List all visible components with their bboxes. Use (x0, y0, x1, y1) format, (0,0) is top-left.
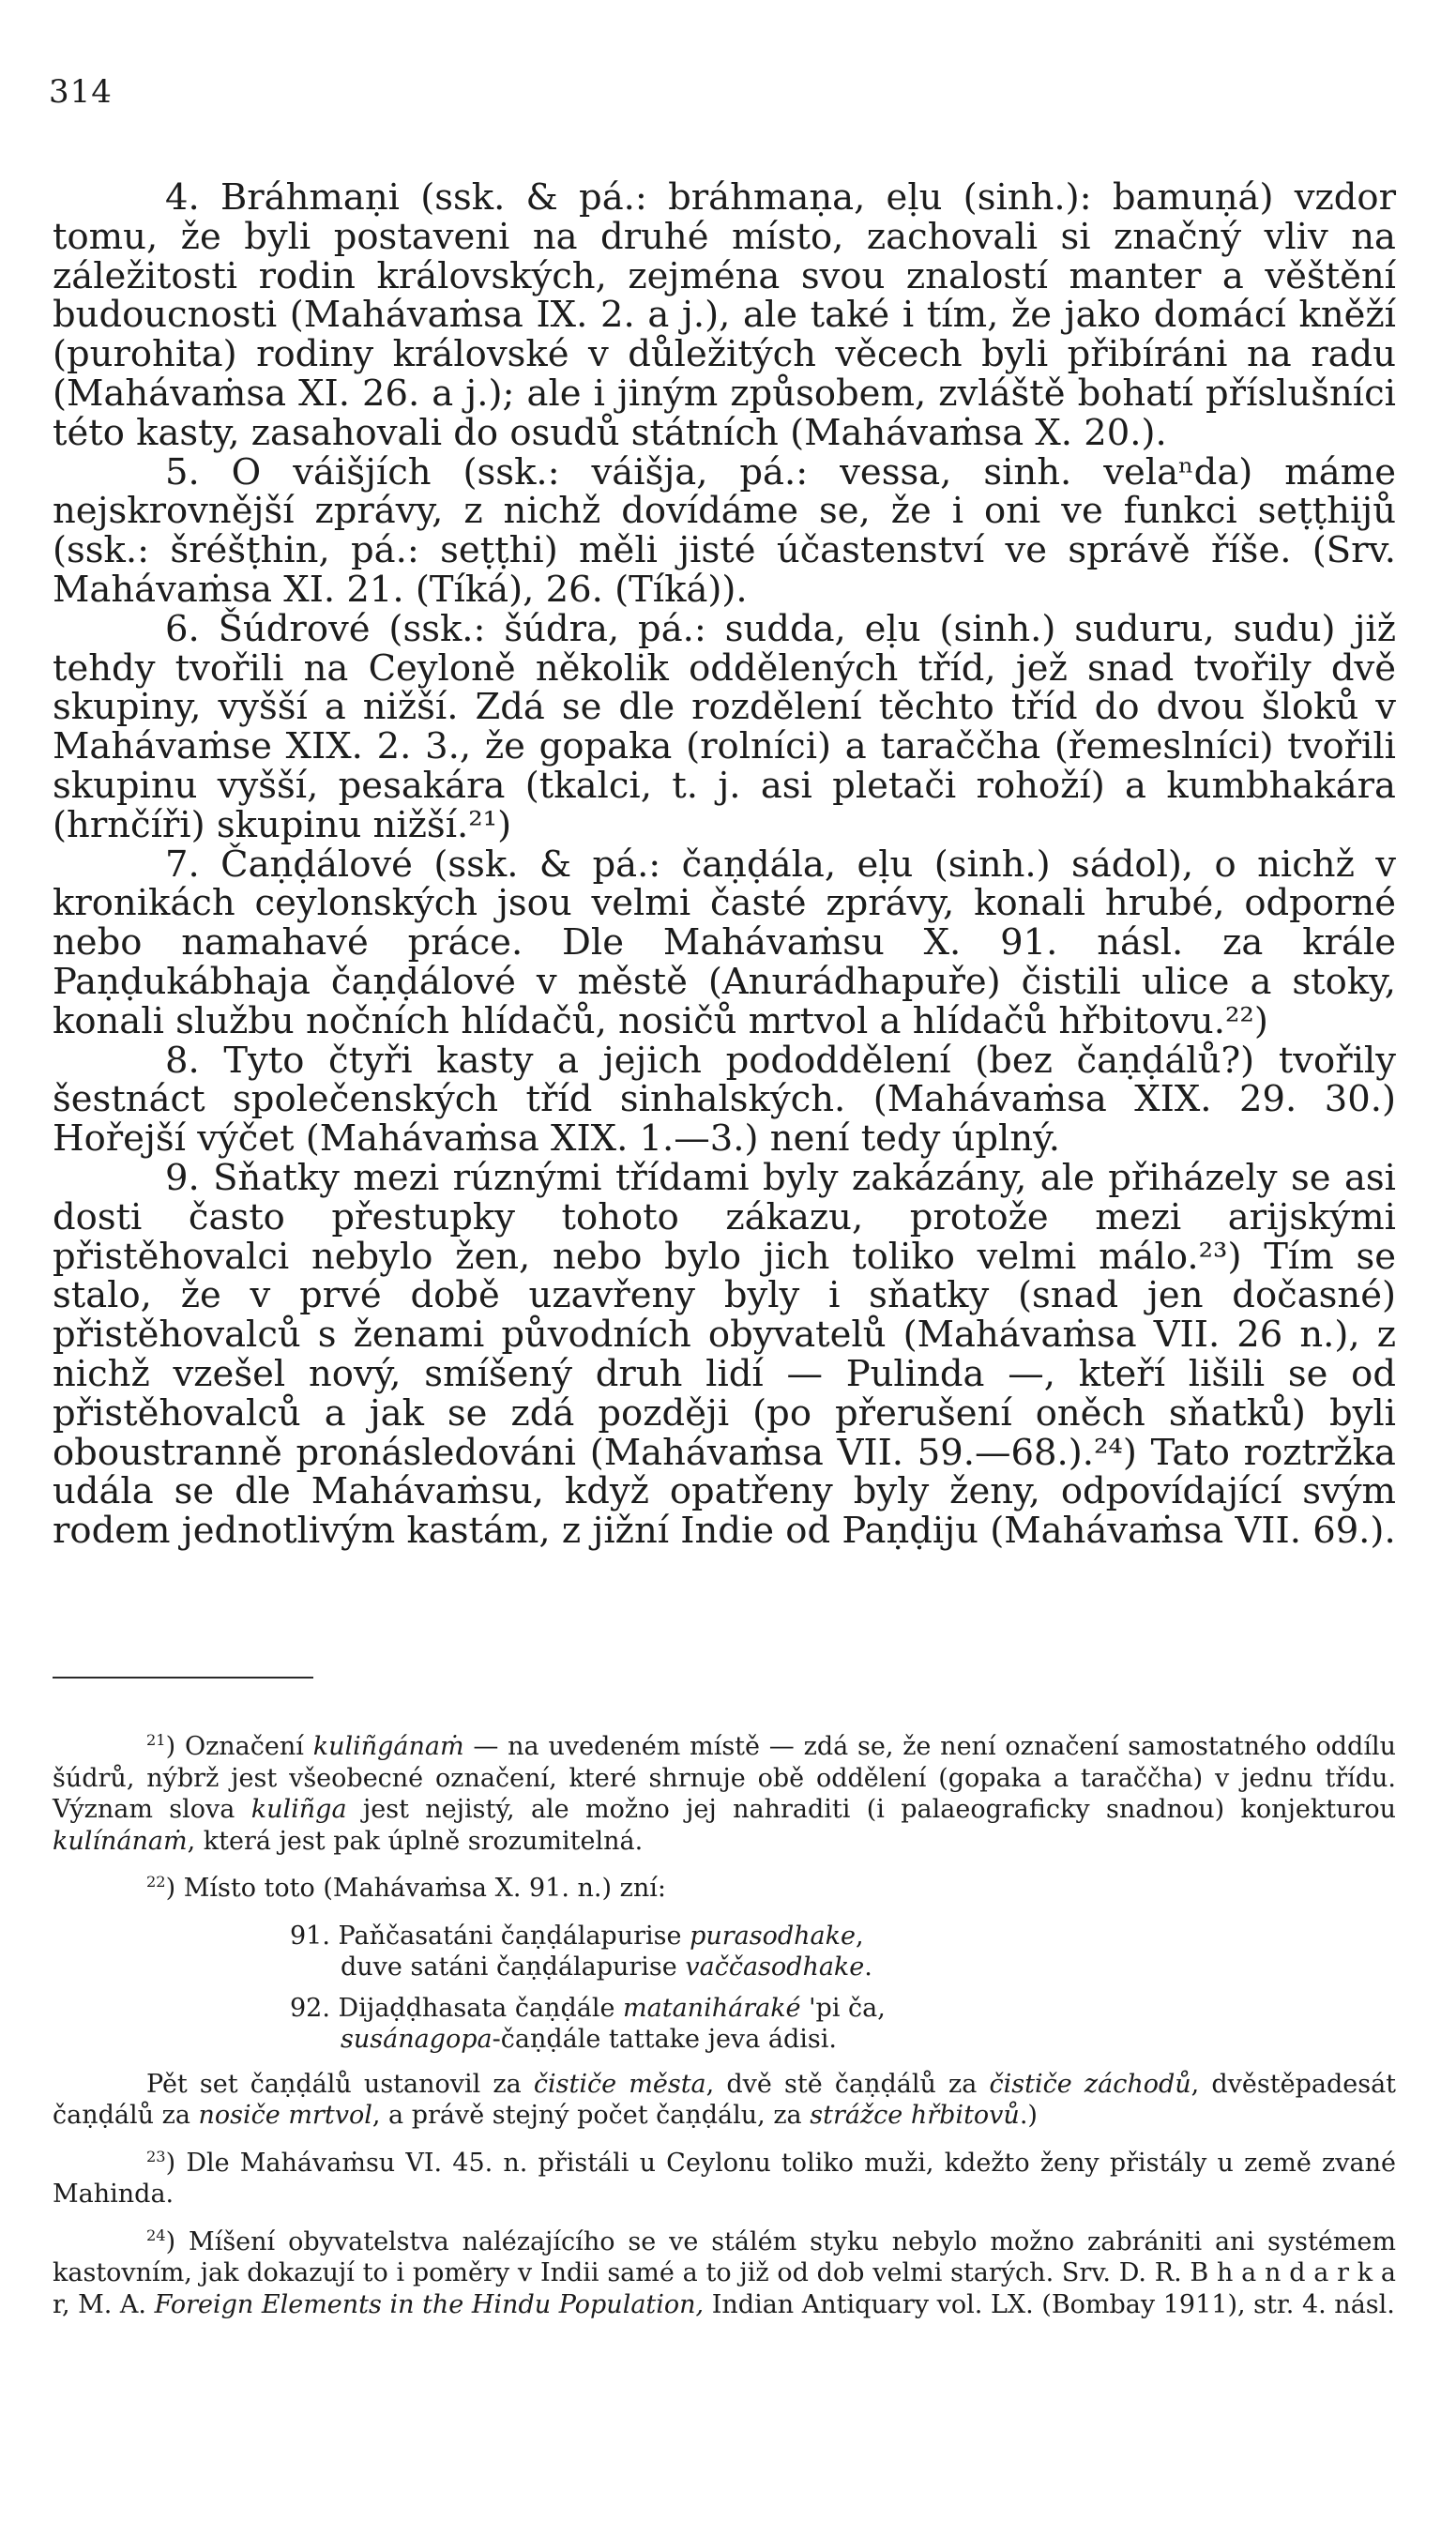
paragraph-sudrove: 6. Šúdrové (ssk.: šúdra, pá.: sudda, eḷu (sinh.) suduru, sudu) již tehdy tvořili na Ceyloně několik oddělených tříd, jež snad tvořily dvě skupiny, vyšší a nižší. Zdá se dle rozdělení těchto tříd do dvou šloků v Mahávaṁse XIX. 2. 3., že gopaka (rolníci) a taraččha (řemeslníci) tvořili skupinu vyšší, pesakára (tkalci, t. j. asi pletači rohoží) a kumbhakára (hrnčíři) skupinu nižší.²¹) (53, 607, 1396, 846)
footnote-text: , která jest pak úplně srozumitelná. (187, 1826, 644, 1856)
verse-91 (53, 1921, 1396, 1983)
translation-text: , dvě stě čaṇḍálů za (705, 2069, 990, 2099)
footnote-text: Místo toto (Mahávaṁsa X. 91. n.) zní: (183, 1874, 666, 1903)
footnote-text: — na uvedeném místě — zdá se, že není označení samostatného oddílu šúdrů, nýbrž jest všeobecné označení, které shrnuje obě oddělení (gopaka a taraččha) v jednu třídu. Význam slova (53, 1732, 1396, 1824)
translation-text: , dvěstěpadesát čaṇḍálů za (53, 2069, 1397, 2130)
translation-term: strážce hřbitovů (810, 2101, 1020, 2130)
verse-line (290, 1921, 1396, 1952)
footnote-23: $^{23}$) Dle Mahávaṁsu VI. 45. n. přistáli u Ceylonu toliko muži, kdežto ženy přistály u země zvané Mahinda. (53, 2147, 1396, 2209)
footnote-text: jest nejistý, ale možno jej nahraditi (i palaeograficky snadnou) konjekturou (346, 1795, 1397, 1824)
translation-text: Pět set čaṇḍálů ustanovil za (146, 2069, 534, 2099)
footnote-term: kuliñgánaṁ (312, 1732, 464, 1761)
verse-term: vaččasodhake (685, 1952, 865, 1982)
verse-number: 91. (290, 1921, 330, 1951)
footnote-text: Indian Antiquary vol. LX. (Bombay 1911), str. 4. násl. (704, 2289, 1395, 2319)
paragraph-brahmani: 4. Bráhmaṇi (ssk. & pá.: bráhmaṇa, eḷu (sinh.): bamuṇá) vzdor tomu, že byli postaveni na druhé místo, zachovali si značný vliv na záležitosti rodin královských, zejména svou znalostí manter a věštění budoucnosti (Mahávaṁsa IX. 2. a j.), ale také i tím, že jako domácí kněží (purohita) rodiny královské v důležitých věcech byli přibíráni na radu (Mahávaṁsa XI. 26. a j.); ale i jiným způsobem, zvláště bohatí příslušníci této kasty, zasahovali do osudů státních (Mahávaṁsa X. 20.). (53, 176, 1396, 454)
footnote-title: Foreign Elements in the Hindu Population, (154, 2289, 705, 2319)
translation-term: čističe záchodů (989, 2069, 1191, 2099)
footnote-mark: 22 (146, 1873, 166, 1891)
verse-number: 92. (290, 1993, 330, 2023)
footnote-mark: 24 (146, 2226, 166, 2244)
verse-text: . (864, 1952, 872, 1982)
footnote-text: Míšení obyvatelstva nalézajícího se ve stálém styku nebylo možno zabrániti ani systémem kastovním, jak dokazují to i poměry v Indii samé a to již od dob velmi starých. Srv. D. R. B h a n d a r k a r, M. A. (53, 2226, 1396, 2319)
footnote-21: $^{21}$) Označení kuliñgánaṁ — na uvedeném místě — zdá se, že není označení samostatného oddílu šúdrů, nýbrž jest všeobecné označení, které shrnuje obě oddělení (gopaka a taraččha) v jednu třídu. Význam slova kuliñga jest nejistý, ale možno jej nahraditi (i palaeograficky snadnou) konjekturou kulínánaṁ, která jest pak úplně srozumitelná. (53, 1731, 1397, 1856)
verse-term: mataniháraké (623, 1993, 801, 2023)
verse-text: 'pi ča, (800, 1993, 886, 2023)
translation-term: nosiče mrtvol (198, 2101, 372, 2130)
paragraph-snatky: 9. Sňatky mezi rúznými třídami byly zakázány, ale přiházely se asi dosti často přestupky tohoto zákazu, protože mezi arijskými přistěhovalci nebylo žen, nebo bylo jich toliko velmi málo.²³) Tím se stalo, že v prvé době uzavřeny byly i sňatky (snad jen dočasné) přistěhovalců s ženami původních obyvatelů (Mahávaṁsa VII. 26 n.), z nichž vzešel nový, smíšený druh lidí — Pulinda —, kteří lišili se od přistěhovalců a jak se zdá později (po přerušení oněch sňatků) byli oboustranně pronásledováni (Mahávaṁsa VII. 59.—68.).²⁴) Tato roztržka udála se dle Mahávaṁsu, když opatřeny byly ženy, odpovídající svým rodem jednotlivým kastám, z jižní Indie od Paṇḍiju (Mahávaṁsa VII. 69.). (53, 1156, 1396, 1553)
footnotes (53, 1731, 1396, 2336)
verse-92 (53, 1993, 1396, 2056)
paragraph-candalove: 7. Čaṇḍálové (ssk. & pá.: čaṇḍála, eḷu (sinh.) sádol), o nichž v kronikách ceylonských jsou velmi časté zprávy, konali hrubé, odporné nebo namahavé práce. Dle Mahávaṁsu X. 91. násl. za krále Paṇḍukábhaja čaṇḍálové v městě (Anurádhapuře) čistili ulice a stoky, konali službu nočních hlídačů, nosičů mrtvol a hlídačů hřbitovu.²²) (53, 843, 1396, 1042)
verse-text: Paňčasatáni čaṇḍálapurise (338, 1921, 690, 1951)
footnote-separator (53, 1677, 313, 1679)
footnote-mark: 21 (146, 1731, 166, 1749)
footnote-22: $^{22}$) Místo toto (Mahávaṁsa X. 91. n.) zní: (146, 1873, 666, 1903)
footnote-text: Dle Mahávaṁsu VI. 45. n. přistáli u Ceylonu toliko muži, kdežto ženy přistály u země zvané Mahinda. (53, 2148, 1396, 2209)
page-number: 314 (49, 73, 113, 111)
verse-line (290, 1993, 1396, 2025)
footnote-24: $^{24}$) Míšení obyvatelstva nalézajícího se ve stálém styku nebylo možno zabrániti ani systémem kastovním, jak dokazují to i poměry v Indii samé a to již od dob velmi starých. Srv. D. R. B h a n d a r k a r, M. A. Foreign Elements in the Hindu Population, Indian Antiquary vol. LX. (Bombay 1911), str. 4. násl. (53, 2226, 1396, 2319)
footnote-term: kuliñga (250, 1795, 347, 1824)
verse-line (290, 1952, 1396, 1983)
footnote-term: kulínánaṁ (53, 1826, 188, 1856)
main-text (53, 178, 1396, 1551)
verse-term: susánagopa (341, 2025, 493, 2054)
footnote-text: Označení (184, 1732, 313, 1761)
verse-term: purasodhake (690, 1921, 856, 1951)
footnote-mark: 23 (146, 2147, 166, 2165)
verse-text: -čaṇḍále tattake jeva ádisi. (492, 2025, 837, 2054)
verse-line (290, 2024, 1396, 2056)
translation-text: , a právě stejný počet čaṇḍálu, za (372, 2101, 811, 2130)
paragraph-vaisjove: 5. O váišjích (ssk.: váišja, pá.: vessa, sinh. velaⁿda) máme nejskrovnější zprávy, z nichž dovídáme se, že i oni ve funkci seṭṭhijů (ssk.: šréšṭhin, pá.: seṭṭhi) měli jisté účastenství ve správě říše. (Srv. Mahávaṁsa XI. 21. (Tíká), 26. (Tíká)). (53, 450, 1396, 611)
verse-text: , (855, 1921, 864, 1951)
footnote-22-translation (53, 2069, 1396, 2132)
translation-text: .) (1019, 2101, 1038, 2130)
paragraph-kasty: 8. Tyto čtyři kasty a jejich pododdělení (bez čaṇḍálů?) tvořily šestnáct společenských tříd sinhalských. (Mahávaṁsa XIX. 29. 30.) Hořejší výčet (Mahávaṁsa XIX. 1.—3.) není tedy úplný. (53, 1039, 1396, 1161)
translation-term: čističe města (533, 2069, 706, 2099)
verse-text: duve satáni čaṇḍálapurise (341, 1952, 686, 1982)
verse-text: Dijaḍḍhasata čaṇḍále (338, 1993, 624, 2023)
